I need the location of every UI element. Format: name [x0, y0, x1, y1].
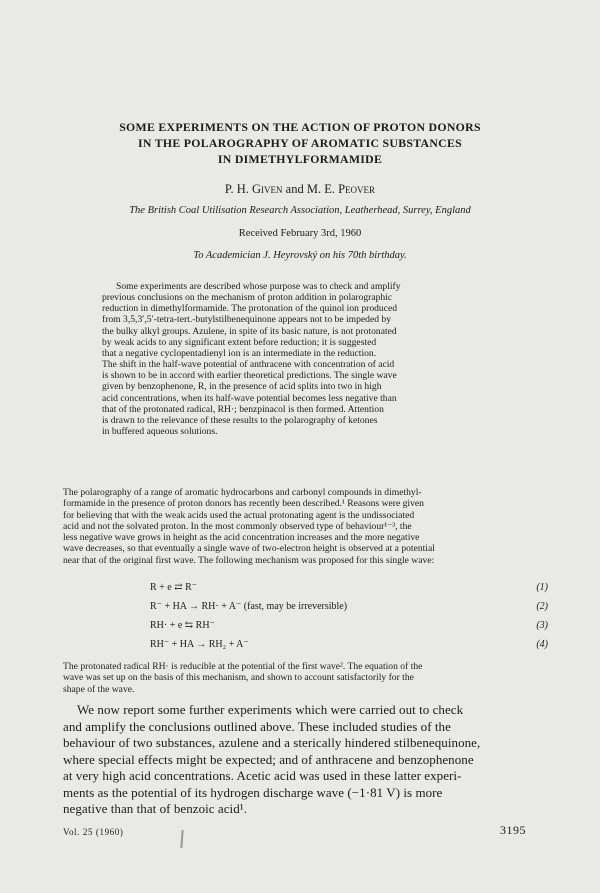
abstract-line: that of the protonated radical, RH·; benzpinacol is then formed. Attention: [102, 403, 384, 415]
intro-line: wave decreases, so that eventually a single wave of two-electron height is observed at a potential: [63, 543, 435, 555]
intro-line: less negative wave grows in height as the acid concentration increases and the more negative: [63, 532, 420, 544]
affiliation: The British Coal Utilisation Research Association, Leatherhead, Surrey, England: [129, 205, 471, 216]
body-line: and amplify the conclusions outlined above. These included studies of the: [63, 718, 451, 734]
post-equation-paragraph: [63, 661, 545, 695]
body-line: ments as the potential of its hydrogen discharge wave (−1·81 V) is more: [63, 784, 443, 800]
abstract-line: given by benzophenone, R, in the presence of acid splits into two in high: [102, 381, 382, 393]
author-1-surname: Given: [252, 182, 283, 196]
intro-line: near that of the original first wave. The following mechanism was proposed for this single wave:: [63, 554, 435, 566]
title-line: SOME EXPERIMENTS ON THE ACTION OF PROTON DONORS: [119, 120, 481, 134]
page-number: 3195: [500, 823, 526, 837]
abstract-line: the bulky alkyl groups. Azulene, in spite of its basic nature, is not protonated: [102, 325, 397, 337]
author-2-surname: Peover: [338, 182, 376, 196]
abstract-line: previous conclusions on the mechanism of proton addition in polarographic: [102, 292, 393, 304]
abstract-line: is shown to be in accord with earlier theoretical predictions. The single wave: [102, 370, 397, 382]
body-paragraph: [63, 702, 547, 818]
abstract-line: is drawn to the relevance of these results to the polarography of ketones: [102, 414, 378, 426]
body-line: We now report some further experiments which were carried out to check: [77, 702, 464, 717]
body-line: negative than that of benzoic acid¹.: [63, 801, 248, 816]
abstract-line: The shift in the half-wave potential of anthracene with concentration of acid: [102, 359, 395, 371]
author-1-initials: P. H.: [224, 182, 249, 196]
abstract-line: by weak acids to any significant extent before reduction; it is suggested: [102, 336, 377, 348]
abstract-line: reduction in dimethylformamide. The protonation of the quinol ion produced: [102, 303, 398, 315]
abstract-line: Some experiments are described whose purpose was to check and amplify: [116, 281, 401, 292]
abstract-line: that a negative cyclopentadienyl ion is an intermediate in the reduction.: [102, 347, 377, 359]
equation: [150, 620, 548, 639]
equation-expression: RH· + e ⇆ RH⁻: [150, 620, 215, 631]
intro-line: formamide in the presence of proton donors has recently been described.¹ Reasons were given: [63, 498, 424, 510]
abstract: [102, 281, 514, 437]
equation-number: (3): [536, 620, 548, 631]
equation: [150, 582, 548, 601]
intro-line: The polarography of a range of aromatic hydrocarbons and carbonyl compounds in dimethyl-: [63, 487, 422, 498]
intro-line: acid and not the solvated proton. In the most commonly observed type of behaviour¹⁻³, the: [63, 520, 412, 532]
equation: [150, 601, 548, 620]
paragraph-line: wave was set up on the basis of this mechanism, and shown to account satisfactorily for the: [63, 672, 414, 684]
paragraph-line: The protonated radical RH· is reducible at the potential of the first wave². The equation of the: [63, 661, 423, 672]
equation-number: (2): [536, 601, 548, 612]
equation-block: [150, 582, 548, 658]
authors-and: and: [285, 182, 304, 196]
body-line: where special effects might be expected; and of anthracene and benzophenone: [63, 751, 474, 767]
author-2-initials: M. E.: [306, 182, 335, 196]
scan-mark: [180, 830, 183, 848]
equation-expression: R⁻ + HA → RH· + A⁻ (fast, may be irreversible): [150, 601, 348, 612]
received-date: Received February 3rd, 1960: [238, 228, 362, 239]
equation-expression: R + e ⇄ R⁻: [150, 582, 198, 593]
equation: [150, 639, 548, 658]
body-line: at very high acid concentrations. Acetic acid was used in these latter experi-: [63, 768, 462, 783]
abstract-line: in buffered aqueous solutions.: [102, 426, 218, 438]
intro-paragraph: [63, 487, 545, 566]
equation-expression: RH⁻ + HA → RH₂ + A⁻: [150, 639, 249, 650]
equation-number: (1): [536, 582, 548, 593]
dedication: To Academician J. Heyrovský on his 70th birthday.: [193, 250, 407, 261]
intro-line: for believing that with the weak acids used the actual protonating agent is the undissociated: [63, 509, 415, 521]
article-title: [60, 119, 540, 167]
equation-number: (4): [536, 639, 548, 650]
abstract-line: acid concentrations, when its half-wave potential becomes less negative than: [102, 392, 397, 404]
title-line: IN THE POLAROGRAPHY OF AROMATIC SUBSTANCES: [137, 136, 463, 150]
authors: [0, 182, 600, 197]
volume-label: Vol. 25 (1960): [63, 827, 124, 837]
title-line: IN DIMETHYLFORMAMIDE: [217, 152, 383, 166]
abstract-line: from 3,5,3′,5′-tetra-tert.-butylstilbenequinone appears not to be impeded by: [102, 314, 391, 326]
paragraph-line: shape of the wave.: [63, 683, 135, 695]
body-line: behaviour of two substances, azulene and a sterically hindered stilbenequinone,: [63, 735, 481, 750]
